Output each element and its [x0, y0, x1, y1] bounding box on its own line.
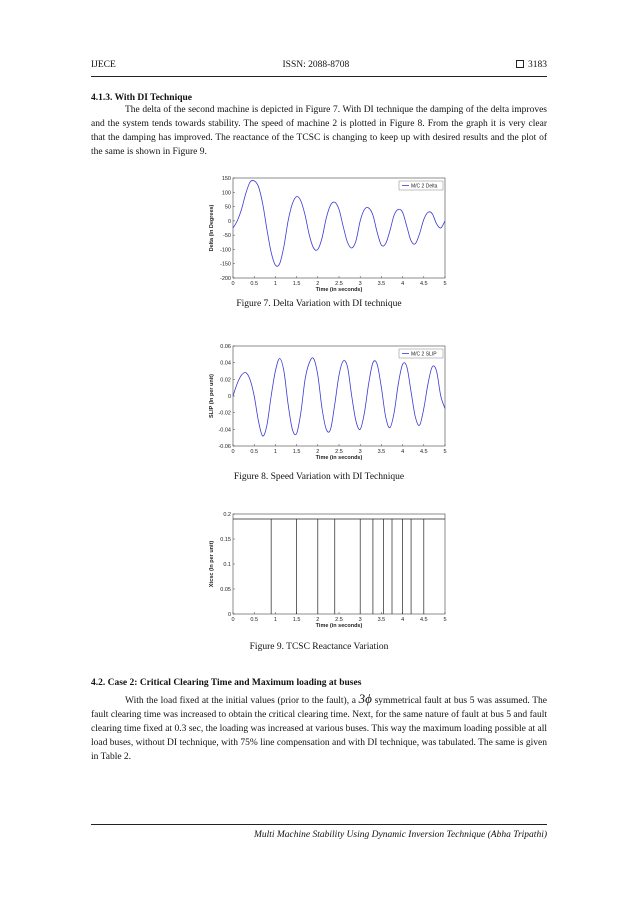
footer-rule: [91, 824, 547, 825]
y-tick-label: 50: [224, 204, 231, 211]
section-heading-413: 4.1.3. With DI Technique: [91, 93, 193, 103]
x-tick-label: 0.5: [250, 281, 259, 287]
section-42-text-post: symmetrical fault at bus 5 was assumed. The fault clearing time was increased to obtain the critical clearing time. Next, for the same nature of fault at bus 5 and fault clearing time fixed at 0.3 sec, the loading was increased at various buses. This way the maximum loading possible at all load buses, without DI technique, with 75% line compensation and with DI technique, was tabulated. The same is given in Table 2.: [91, 696, 548, 762]
page-number: 3183: [528, 60, 547, 70]
x-tick-label: 5: [443, 617, 447, 623]
legend-label: M/C 2 SLIP: [411, 351, 437, 358]
figure-8-caption: Figure 8. Speed Variation with DI Technique: [233, 472, 405, 482]
y-tick-label: -0.06: [218, 444, 231, 450]
checkbox-glyph-icon: [516, 60, 524, 68]
section-heading-42: 4.2. Case 2: Critical Clearing Time and Maximum loading at buses: [91, 678, 362, 688]
y-tick-label: 100: [221, 190, 231, 197]
x-tick-label: 5: [443, 449, 447, 455]
x-tick-label: 2: [316, 281, 320, 287]
section-42-paragraph: [91, 692, 547, 764]
x-tick-label: 4: [401, 617, 405, 623]
y-tick-label: 0: [227, 394, 231, 400]
x-tick-label: 4: [401, 281, 405, 287]
x-tick-label: 0.5: [250, 617, 259, 623]
header-rule: [91, 76, 547, 77]
x-tick-label: 3.5: [377, 449, 386, 455]
x-tick-label: 3: [358, 449, 362, 455]
x-tick-label: 2: [316, 617, 320, 623]
x-tick-label: 4: [401, 449, 405, 455]
page-number-wrap: [516, 60, 547, 70]
plot-frame: [233, 514, 445, 614]
figure-9-chart: [195, 508, 455, 630]
x-tick-label: 4.5: [419, 449, 428, 455]
y-tick-label: 0: [227, 218, 231, 225]
x-tick-label: 5: [443, 281, 447, 287]
y-tick-label: 0.2: [223, 512, 231, 518]
y-tick-label: 0.05: [220, 587, 231, 593]
page-header: [91, 60, 547, 70]
y-tick-label: -50: [223, 233, 231, 240]
plot-frame: [233, 346, 445, 446]
figure-7-chart: [195, 172, 455, 294]
x-tick-label: 3.5: [377, 281, 386, 287]
section-42-text-pre: With the load fixed at the initial values (prior to the fault), a: [125, 696, 359, 706]
section-413-paragraph: [91, 103, 547, 159]
x-tick-label: 4.5: [419, 281, 428, 287]
y-tick-label: -200: [219, 276, 231, 282]
y-axis-label: Delta (In Degrees): [209, 204, 215, 252]
section-413-text: The delta of the second machine is depicted in Figure 7. With DI technique the damping of the delta improves and the system tends towards stability. The speed of machine 2 is plotted in Figure 8. From the graph it is very clear that the damping has improved. The reactance of the TCSC is changing to keep up with desired results and the plot of the same is shown in Figure 9.: [91, 105, 547, 157]
x-tick-label: 0: [231, 449, 235, 455]
y-tick-label: -100: [219, 247, 231, 254]
x-tick-label: 1: [273, 617, 277, 623]
x-tick-label: 3: [358, 617, 362, 623]
x-tick-label: 2.5: [335, 281, 343, 287]
y-tick-label: -0.02: [218, 410, 231, 417]
x-tick-label: 2.5: [335, 449, 343, 455]
y-tick-label: 0.02: [220, 377, 231, 384]
page-footer: Multi Machine Stability Using Dynamic Inversion Technique (Abha Tripathi): [253, 830, 547, 840]
figure-9-caption: Figure 9. TCSC Reactance Variation: [249, 642, 389, 652]
y-tick-label: 0.06: [220, 344, 231, 350]
x-tick-label: 2: [316, 449, 320, 455]
x-tick-label: 1.5: [292, 449, 301, 455]
y-tick-label: -0.04: [218, 427, 231, 434]
x-tick-label: 0: [231, 617, 235, 623]
x-tick-label: 0.5: [250, 449, 259, 455]
x-tick-label: 3: [358, 281, 362, 287]
three-phase-symbol: 3ϕ: [358, 691, 372, 706]
x-tick-label: 1: [273, 281, 277, 287]
y-axis-label: Xtcsc (In per unit): [209, 540, 215, 588]
journal-name: IJECE: [91, 60, 116, 70]
y-tick-label: 0.1: [223, 562, 231, 568]
plot-frame: [233, 178, 445, 278]
issn: ISSN: 2088-8708: [282, 60, 350, 70]
y-tick-label: 150: [221, 176, 231, 182]
x-axis-label: Time (in seconds): [315, 287, 363, 293]
y-tick-label: 0.15: [220, 537, 231, 543]
y-axis-label: SLIP (In per unit): [209, 374, 215, 418]
x-tick-label: 4.5: [419, 617, 428, 623]
x-tick-label: 1.5: [292, 281, 301, 287]
y-tick-label: 0: [227, 612, 231, 618]
x-axis-label: Time (in seconds): [315, 623, 363, 629]
legend-label: M/C 2 Delta: [411, 183, 438, 190]
x-tick-label: 0: [231, 281, 235, 287]
x-tick-label: 1: [273, 449, 277, 455]
figure-8-chart: [195, 340, 455, 462]
y-tick-label: -150: [219, 261, 231, 268]
x-tick-label: 2.5: [335, 617, 343, 623]
figure-7-caption: Figure 7. Delta Variation with DI technique: [236, 299, 402, 309]
y-tick-label: 0.04: [220, 360, 231, 367]
x-axis-label: Time (in seconds): [315, 455, 363, 461]
x-tick-label: 1.5: [292, 617, 301, 623]
x-tick-label: 3.5: [377, 617, 386, 623]
